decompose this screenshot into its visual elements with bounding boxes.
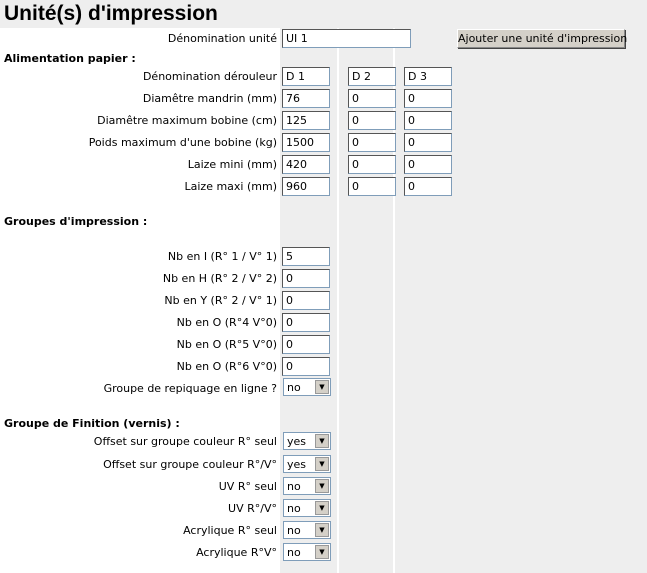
groupes-row-label: Nb en O (R°5 V°0) [176, 338, 277, 351]
section-heading-groupes: Groupes d'impression : [4, 215, 148, 228]
chevron-down-icon[interactable]: ▼ [315, 457, 329, 471]
alimentation-input-d2[interactable] [348, 133, 396, 152]
finition-row-label: Offset sur groupe couleur R°/V° [103, 458, 277, 471]
chevron-down-icon[interactable]: ▼ [315, 501, 329, 515]
page-title: Unité(s) d'impression [4, 2, 218, 25]
finition-select-value: no [287, 546, 301, 559]
alimentation-input-d2[interactable] [348, 89, 396, 108]
finition-select[interactable] [283, 499, 331, 517]
alimentation-input-d1[interactable] [282, 133, 330, 152]
alimentation-input-d1[interactable] [282, 155, 330, 174]
alimentation-input-d2[interactable] [348, 67, 396, 86]
groupes-count-input[interactable] [282, 269, 330, 288]
finition-row-label: Offset sur groupe couleur R° seul [93, 435, 277, 448]
groupes-row-label: Nb en O (R°6 V°0) [176, 360, 277, 373]
groupes-row-label: Nb en H (R° 2 / V° 2) [162, 272, 277, 285]
alimentation-row-label: Dénomination dérouleur [142, 70, 277, 83]
alimentation-input-d2[interactable] [348, 111, 396, 130]
chevron-down-icon[interactable]: ▼ [315, 545, 329, 559]
chevron-down-icon[interactable]: ▼ [315, 479, 329, 493]
chevron-down-icon[interactable]: ▼ [315, 523, 329, 537]
finition-row-label: UV R°/V° [228, 502, 277, 515]
repiquage-label: Groupe de repiquage en ligne ? [103, 382, 277, 395]
groupes-row-label: Nb en O (R°4 V°0) [176, 316, 277, 329]
alimentation-input-d3[interactable] [404, 111, 452, 130]
groupes-count-input[interactable] [282, 313, 330, 332]
finition-select-value: yes [287, 458, 307, 471]
alimentation-input-d3[interactable] [404, 155, 452, 174]
chevron-down-icon[interactable]: ▼ [315, 434, 329, 448]
alimentation-input-d1[interactable] [282, 177, 330, 196]
alimentation-input-d3[interactable] [404, 177, 452, 196]
alimentation-input-d3[interactable] [404, 67, 452, 86]
finition-select[interactable] [283, 432, 331, 450]
finition-select-value: yes [287, 435, 307, 448]
form-input-column [280, 28, 647, 573]
alimentation-input-d2[interactable] [348, 177, 396, 196]
finition-select-value: no [287, 524, 301, 537]
finition-select[interactable] [283, 543, 331, 561]
groupes-count-input[interactable] [282, 291, 330, 310]
groupes-count-input[interactable] [282, 247, 330, 266]
alimentation-row-label: Laize mini (mm) [187, 158, 277, 171]
alimentation-input-d3[interactable] [404, 133, 452, 152]
repiquage-select-value: no [287, 381, 301, 394]
alimentation-input-d2[interactable] [348, 155, 396, 174]
groupes-count-input[interactable] [282, 357, 330, 376]
chevron-down-icon[interactable]: ▼ [315, 380, 329, 394]
alimentation-row-label: Diamêtre maximum bobine (cm) [97, 114, 277, 127]
groupes-count-input[interactable] [282, 335, 330, 354]
finition-select[interactable] [283, 477, 331, 495]
finition-row-label: UV R° seul [218, 480, 277, 493]
add-unit-button[interactable]: Ajouter une unité d'impression [457, 29, 625, 48]
finition-row-label: Acrylique R°V° [196, 546, 277, 559]
finition-select-value: no [287, 480, 301, 493]
denomination-label: Dénomination unité [167, 32, 277, 45]
title-bar [0, 0, 647, 28]
section-heading-alimentation: Alimentation papier : [4, 52, 136, 65]
alimentation-row-label: Laize maxi (mm) [184, 180, 277, 193]
alimentation-input-d3[interactable] [404, 89, 452, 108]
alimentation-input-d1[interactable] [282, 111, 330, 130]
groupes-row-label: Nb en I (R° 1 / V° 1) [167, 250, 277, 263]
finition-select[interactable] [283, 455, 331, 473]
alimentation-input-d1[interactable] [282, 89, 330, 108]
finition-select-value: no [287, 502, 301, 515]
section-heading-finition: Groupe de Finition (vernis) : [4, 417, 180, 430]
column-separator [393, 28, 395, 573]
denomination-input[interactable] [282, 29, 411, 48]
alimentation-row-label: Diamêtre mandrin (mm) [142, 92, 277, 105]
groupes-row-label: Nb en Y (R° 2 / V° 1) [164, 294, 277, 307]
column-separator [337, 28, 339, 573]
repiquage-select[interactable] [283, 378, 331, 396]
finition-select[interactable] [283, 521, 331, 539]
alimentation-row-label: Poids maximum d'une bobine (kg) [88, 136, 277, 149]
alimentation-input-d1[interactable] [282, 67, 330, 86]
finition-row-label: Acrylique R° seul [183, 524, 277, 537]
